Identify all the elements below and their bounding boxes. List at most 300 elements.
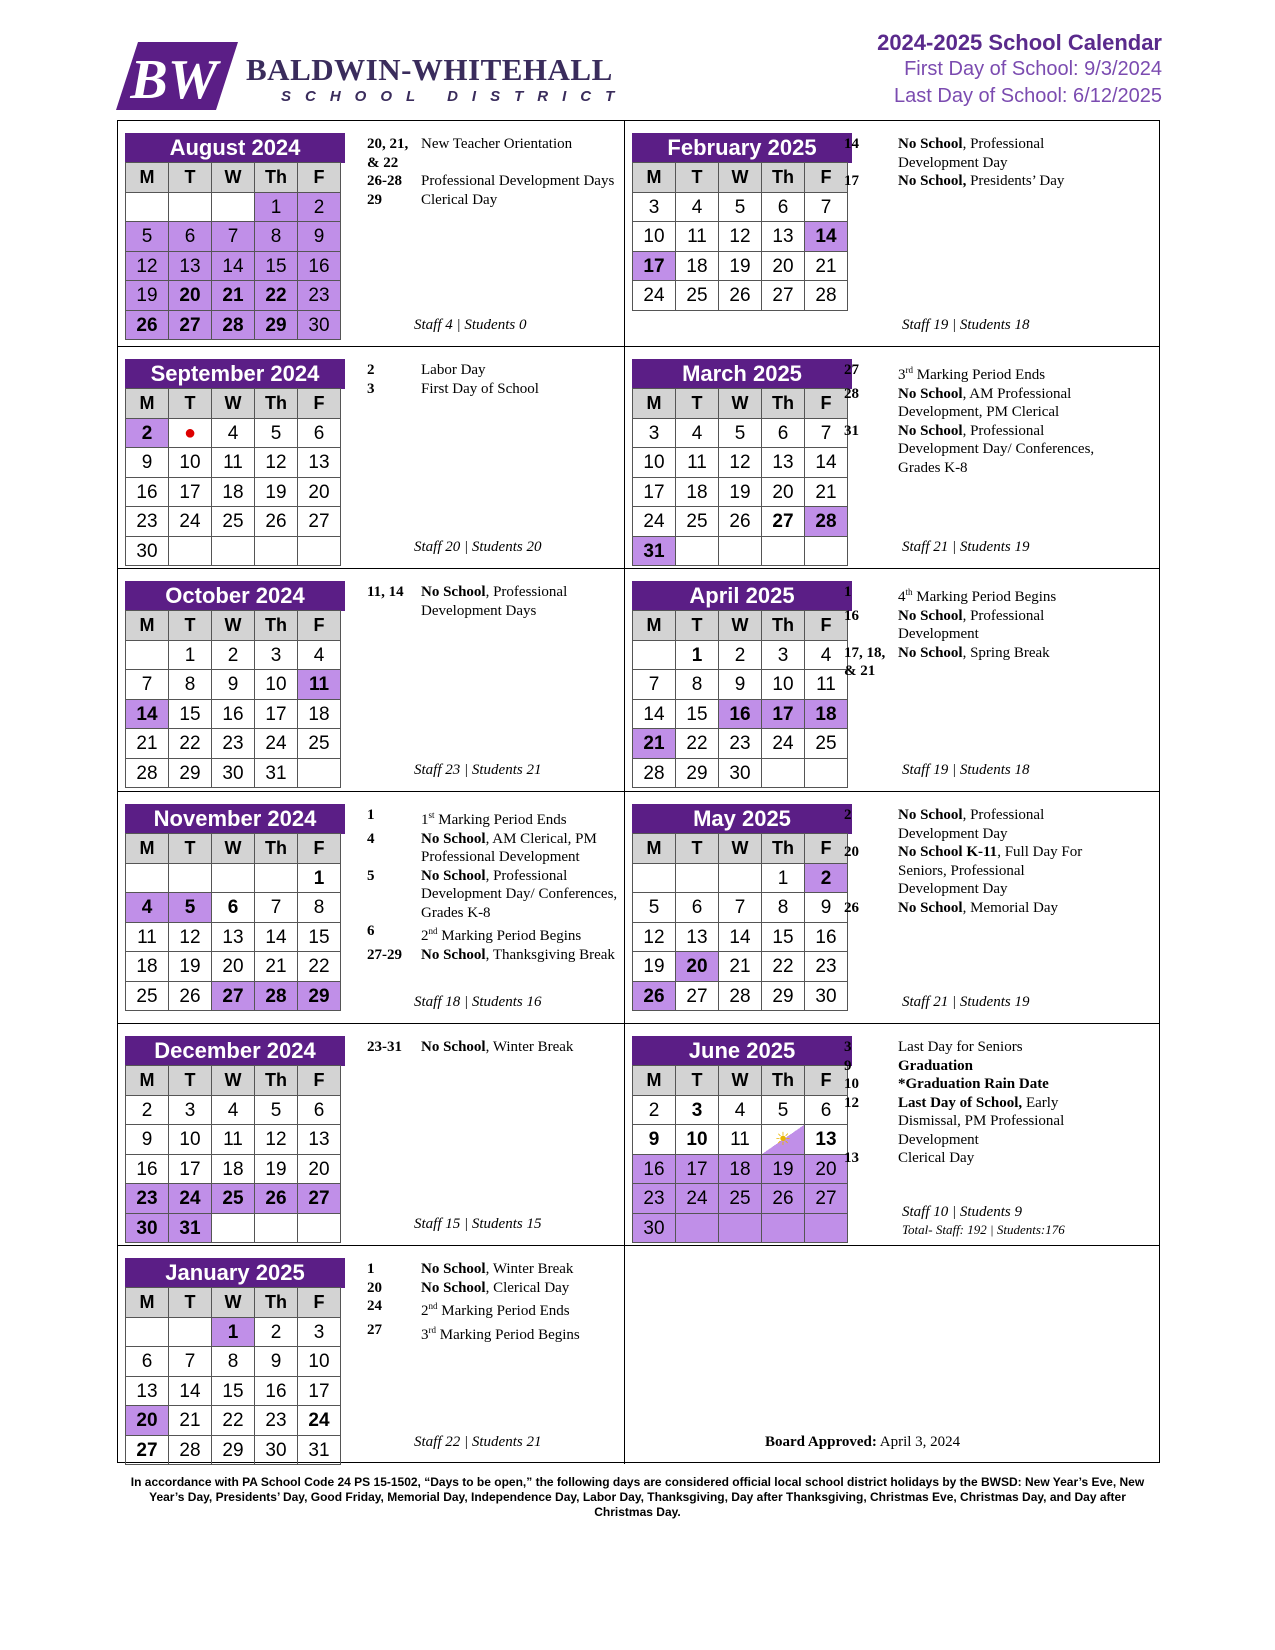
day-cell: 13 (125, 1376, 169, 1407)
day-cell: 14 (804, 221, 848, 252)
week-row (632, 952, 852, 982)
day-cell: 13 (297, 1124, 341, 1155)
day-cell: 17 (297, 1376, 341, 1407)
month-title: August 2024 (125, 133, 345, 163)
weekday-header-row (125, 1066, 345, 1096)
note-row (844, 135, 1109, 172)
note-date: 29 (367, 191, 382, 208)
district-subtitle: SCHOOL DISTRICT (281, 88, 629, 105)
day-cell: 15 (254, 251, 298, 282)
day-cell: 24 (254, 728, 298, 759)
note-detail: , Winter Break (485, 1039, 574, 1055)
note-detail: Marking Period Ends (913, 367, 1046, 383)
staff-student-count: Staff 21 | Students 19 (902, 539, 1030, 555)
day-cell: 20 (297, 1154, 341, 1185)
day-cell: 18 (211, 477, 255, 508)
note-detail: , Full Day For Seniors, Professional Development Day (898, 844, 1083, 897)
calendar-section (118, 792, 625, 1024)
district-name: BALDWIN-WHITEHALL (246, 52, 613, 87)
note-detail: , Professional Development (898, 607, 1045, 642)
day-cell: 10 (761, 669, 805, 700)
day-cell: 3 (675, 1095, 719, 1126)
week-row (632, 759, 852, 789)
week-row (125, 641, 345, 671)
day-cell (632, 863, 676, 894)
day-cell: 19 (718, 251, 762, 282)
day-cell: 12 (254, 447, 298, 478)
note-text (421, 922, 632, 946)
weekday-header: M (632, 162, 676, 193)
note-date: 12 (844, 1094, 859, 1111)
day-cell: 30 (125, 536, 169, 567)
weekday-header: Th (761, 162, 805, 193)
day-cell: 29 (254, 310, 298, 341)
day-cell (125, 192, 169, 223)
note-text (898, 1149, 1109, 1168)
weekday-header: M (125, 388, 169, 419)
day-cell: 15 (168, 699, 212, 730)
day-cell (675, 1213, 719, 1244)
day-cell: 11 (804, 669, 848, 700)
year-total-count: Total- Staff: 192 | Students:176 (902, 1222, 1065, 1237)
day-cell: 14 (632, 699, 676, 730)
day-cell (168, 1317, 212, 1348)
note-row (844, 1057, 1109, 1076)
day-cell: 7 (804, 192, 848, 223)
day-cell: 3 (761, 640, 805, 671)
week-row (632, 670, 852, 700)
note-date: 14 (844, 136, 859, 152)
month-calendar (125, 1036, 345, 1243)
month-title: September 2024 (125, 359, 345, 389)
note-emphasis: No School (898, 385, 963, 402)
note-emphasis: No School (898, 807, 963, 823)
weekday-header-row (125, 389, 345, 419)
week-row (632, 729, 852, 759)
month-title: October 2024 (125, 581, 345, 611)
weekday-header: Th (254, 833, 298, 864)
day-cell: 3 (632, 192, 676, 223)
day-cell (168, 192, 212, 223)
week-row (632, 864, 852, 894)
staff-student-count: Staff 10 | Students 9 (902, 1204, 1022, 1220)
note-emphasis: No School (898, 136, 963, 152)
weekday-header: Th (761, 833, 805, 864)
note-date: 16 (844, 607, 859, 624)
day-cell: 20 (804, 1154, 848, 1185)
day-cell: 23 (718, 728, 762, 759)
weekday-header: F (297, 833, 341, 864)
day-cell: 25 (125, 981, 169, 1012)
note-text (898, 1075, 1109, 1094)
month-calendar (632, 804, 852, 1011)
day-cell: 5 (718, 418, 762, 449)
day-cell: 2 (804, 863, 848, 894)
week-row (125, 1125, 345, 1155)
note-date: 27 (367, 1321, 382, 1338)
calendar-grid (117, 120, 1160, 1463)
day-cell: 31 (168, 1213, 212, 1244)
weekday-header: T (168, 610, 212, 641)
weekday-header-row (632, 163, 852, 193)
day-cell: 8 (211, 1346, 255, 1377)
day-cell: 4 (804, 640, 848, 671)
note-date: 20 (844, 844, 859, 860)
day-cell: 9 (632, 1124, 676, 1155)
month-calendar (125, 804, 345, 1011)
note-text (421, 583, 632, 620)
weekday-header: T (675, 833, 719, 864)
weekday-header: F (804, 1065, 848, 1096)
day-cell: 18 (804, 699, 848, 730)
day-cell: 12 (254, 1124, 298, 1155)
day-cell (125, 1317, 169, 1348)
day-cell: 19 (761, 1154, 805, 1185)
note-row (367, 1321, 632, 1345)
day-cell: 25 (297, 728, 341, 759)
day-cell (804, 1213, 848, 1244)
note-emphasis: No School (421, 1039, 486, 1055)
month-calendar (632, 1036, 852, 1243)
note-text (421, 361, 632, 380)
note-row (844, 1038, 1109, 1057)
note-detail: Presidents’ Day (966, 173, 1065, 189)
weekday-header: T (675, 1065, 719, 1096)
note-detail: Marking Period Begins (912, 589, 1057, 605)
week-row (125, 982, 345, 1012)
day-cell: 9 (804, 892, 848, 923)
day-cell: 19 (632, 951, 676, 982)
day-cell (211, 192, 255, 223)
day-cell: 27 (125, 1435, 169, 1466)
day-cell: 2 (125, 418, 169, 449)
day-cell: 30 (718, 758, 762, 789)
note-text (421, 172, 632, 191)
weekday-header: F (297, 388, 341, 419)
day-cell: 20 (168, 280, 212, 311)
weekday-header: T (675, 610, 719, 641)
month-notes (367, 361, 632, 398)
note-detail: , Winter Break (485, 1261, 574, 1277)
day-cell (211, 863, 255, 894)
note-row (367, 830, 632, 867)
day-cell (254, 536, 298, 567)
day-cell: 20 (297, 477, 341, 508)
day-cell: 30 (297, 310, 341, 341)
day-cell: 21 (254, 951, 298, 982)
note-detail: First Day of School (421, 380, 539, 397)
note-emphasis: No School (898, 422, 963, 439)
day-cell: 10 (254, 669, 298, 700)
note-row (367, 806, 632, 830)
month-notes (844, 1038, 1109, 1168)
weekday-header: T (168, 1287, 212, 1318)
week-row (125, 1096, 345, 1126)
note-detail: , AM Clerical, PM Professional Development (421, 830, 597, 865)
week-row (125, 1406, 345, 1436)
week-row (632, 281, 852, 311)
day-cell: 23 (211, 728, 255, 759)
note-detail: New Teacher Orientation (421, 136, 573, 152)
month-notes (367, 135, 632, 209)
day-cell: 26 (632, 981, 676, 1012)
day-cell: 18 (125, 951, 169, 982)
month-title: December 2024 (125, 1036, 345, 1066)
day-cell: 18 (675, 477, 719, 508)
weekday-header: Th (254, 1287, 298, 1318)
day-cell: 4 (125, 892, 169, 923)
week-row (125, 311, 345, 341)
day-cell: 25 (718, 1183, 762, 1214)
day-cell: 7 (632, 669, 676, 700)
weekday-header: W (211, 1287, 255, 1318)
note-text (898, 607, 1109, 644)
note-detail: Clerical Day (898, 1150, 975, 1166)
ordinal-number: 2 (421, 928, 429, 944)
month-calendar (125, 1258, 345, 1465)
day-cell: 3 (632, 418, 676, 449)
week-row (125, 448, 345, 478)
day-cell: 7 (718, 892, 762, 923)
ordinal-suffix: rd (428, 1324, 436, 1335)
day-cell: 21 (718, 951, 762, 982)
day-cell: 2 (211, 640, 255, 671)
day-cell: 17 (675, 1154, 719, 1185)
day-cell: 27 (761, 506, 805, 537)
day-cell (125, 640, 169, 671)
day-cell: 29 (168, 758, 212, 789)
note-date: 1 (367, 807, 375, 823)
day-cell: 11 (718, 1124, 762, 1155)
note-emphasis: No School (898, 644, 963, 661)
page-title: 2024-2025 School Calendar (877, 30, 1162, 55)
day-cell: 10 (168, 1124, 212, 1155)
day-cell: 14 (718, 922, 762, 953)
day-cell: 4 (718, 1095, 762, 1126)
note-row (844, 172, 1109, 191)
day-cell: 22 (211, 1405, 255, 1436)
day-cell: 23 (632, 1183, 676, 1214)
day-cell: 22 (761, 951, 805, 982)
note-text (421, 806, 632, 830)
note-emphasis: No School K-11 (898, 844, 998, 860)
weekday-header: M (632, 833, 676, 864)
day-cell: 18 (675, 251, 719, 282)
day-cell: 21 (168, 1405, 212, 1436)
day-cell: 20 (211, 951, 255, 982)
day-cell: 8 (254, 221, 298, 252)
day-cell: 24 (168, 506, 212, 537)
calendar-title-block (877, 30, 1162, 110)
day-cell: 8 (168, 669, 212, 700)
day-cell (211, 1213, 255, 1244)
note-date: 3 (367, 380, 375, 397)
day-cell: 30 (211, 758, 255, 789)
day-cell (761, 758, 805, 789)
week-row (632, 478, 852, 508)
note-detail: Marking Period Begins (437, 928, 582, 944)
day-cell: 24 (297, 1405, 341, 1436)
note-emphasis: No School (421, 1279, 486, 1296)
weekday-header: F (297, 1287, 341, 1318)
day-cell (168, 863, 212, 894)
weekday-header-row (632, 389, 852, 419)
day-cell: 31 (632, 536, 676, 567)
week-row (632, 222, 852, 252)
week-row (125, 1377, 345, 1407)
ordinal-suffix: st (428, 810, 435, 820)
weekday-header: W (718, 833, 762, 864)
day-cell: 17 (761, 699, 805, 730)
note-date: 1 (844, 584, 852, 600)
ordinal-number: 1 (421, 812, 429, 828)
day-cell: 11 (125, 922, 169, 953)
ordinal-suffix: nd (428, 926, 438, 936)
weekday-header: M (125, 1287, 169, 1318)
weekday-header: W (718, 610, 762, 641)
day-cell: 28 (254, 981, 298, 1012)
note-text (421, 1297, 632, 1321)
week-row (125, 537, 345, 567)
day-cell: 4 (675, 192, 719, 223)
day-cell: 15 (297, 922, 341, 953)
day-cell: 9 (297, 221, 341, 252)
note-row (844, 1075, 1109, 1094)
day-cell: 13 (761, 221, 805, 252)
calendar-section (625, 1246, 1159, 1464)
note-text (421, 1260, 632, 1279)
day-cell: 11 (211, 1124, 255, 1155)
sun-cloud-icon: ☀ (774, 1129, 792, 1149)
day-cell (297, 758, 341, 789)
day-cell: 20 (125, 1405, 169, 1436)
weekday-header: T (168, 1065, 212, 1096)
day-cell: 29 (297, 981, 341, 1012)
note-row (844, 422, 1109, 478)
note-row (367, 172, 632, 191)
note-date: 20, 21, & 22 (367, 136, 409, 171)
weekday-header: Th (254, 162, 298, 193)
day-cell: 11 (211, 447, 255, 478)
day-cell: 6 (761, 418, 805, 449)
week-row (125, 1214, 345, 1244)
week-row (125, 1155, 345, 1185)
day-cell: 16 (254, 1376, 298, 1407)
day-cell: 13 (211, 922, 255, 953)
month-calendar (125, 359, 345, 566)
day-cell: 10 (297, 1346, 341, 1377)
week-row (125, 670, 345, 700)
note-row (844, 843, 1109, 899)
day-cell: 26 (125, 310, 169, 341)
day-cell (718, 1213, 762, 1244)
note-text (898, 644, 1109, 681)
day-cell: 24 (675, 1183, 719, 1214)
note-date: 11, 14 (367, 584, 404, 600)
note-detail: , Spring Break (962, 644, 1050, 661)
month-notes (844, 583, 1109, 681)
day-cell: 24 (168, 1183, 212, 1214)
week-row (125, 1318, 345, 1348)
note-date: 5 (367, 867, 375, 884)
day-cell (125, 863, 169, 894)
week-row (632, 982, 852, 1012)
calendar-section (625, 569, 1159, 792)
day-cell: 16 (718, 699, 762, 730)
day-cell: 14 (211, 251, 255, 282)
note-row (367, 1260, 632, 1279)
week-row (125, 222, 345, 252)
weekday-header-row (125, 611, 345, 641)
svg-text:BW: BW (130, 49, 218, 111)
day-cell: 5 (125, 221, 169, 252)
weekday-header-row (125, 163, 345, 193)
note-date: 28 (844, 385, 859, 402)
day-cell: 6 (761, 192, 805, 223)
day-cell: 6 (804, 1095, 848, 1126)
staff-student-count: Staff 4 | Students 0 (414, 317, 527, 333)
day-cell: 19 (254, 1154, 298, 1185)
day-cell (718, 863, 762, 894)
day-cell (168, 418, 212, 449)
note-date: 17, 18, & 21 (844, 644, 886, 679)
day-cell: 6 (297, 1095, 341, 1126)
day-cell: 4 (211, 418, 255, 449)
note-row (844, 583, 1109, 607)
weekday-header: T (168, 162, 212, 193)
note-detail: , Professional Development Days (421, 584, 568, 619)
note-detail: Marking Period Begins (436, 1326, 580, 1343)
note-text (421, 380, 632, 399)
day-cell: 3 (297, 1317, 341, 1348)
weekday-header: Th (254, 388, 298, 419)
ordinal-suffix: nd (428, 1301, 438, 1311)
day-cell: 11 (297, 669, 341, 700)
note-date: 23-31 (367, 1039, 402, 1055)
note-date: 20 (367, 1279, 382, 1296)
note-row (844, 899, 1109, 918)
month-notes (844, 361, 1109, 477)
day-cell: 10 (632, 447, 676, 478)
note-text (898, 422, 1109, 478)
day-cell: 17 (168, 1154, 212, 1185)
day-cell: 28 (718, 981, 762, 1012)
day-cell: 17 (632, 477, 676, 508)
day-cell: 25 (675, 506, 719, 537)
weekday-header: T (675, 162, 719, 193)
week-row (632, 252, 852, 282)
day-cell: 9 (254, 1346, 298, 1377)
week-row (125, 281, 345, 311)
weekday-header: W (211, 162, 255, 193)
week-row (125, 1184, 345, 1214)
day-cell: 14 (125, 699, 169, 730)
day-cell: 1 (675, 640, 719, 671)
weekday-header: F (297, 162, 341, 193)
note-detail: Labor Day (421, 362, 486, 378)
note-row (367, 583, 632, 620)
first-day-line: First Day of School: 9/3/2024 (904, 58, 1162, 80)
note-row (367, 1297, 632, 1321)
day-cell: 9 (125, 1124, 169, 1155)
note-row (367, 135, 632, 172)
day-cell: 21 (632, 728, 676, 759)
note-date: 6 (367, 923, 375, 939)
weekday-header: F (804, 833, 848, 864)
day-cell: 29 (675, 758, 719, 789)
note-date: 24 (367, 1298, 382, 1314)
day-cell: 15 (211, 1376, 255, 1407)
